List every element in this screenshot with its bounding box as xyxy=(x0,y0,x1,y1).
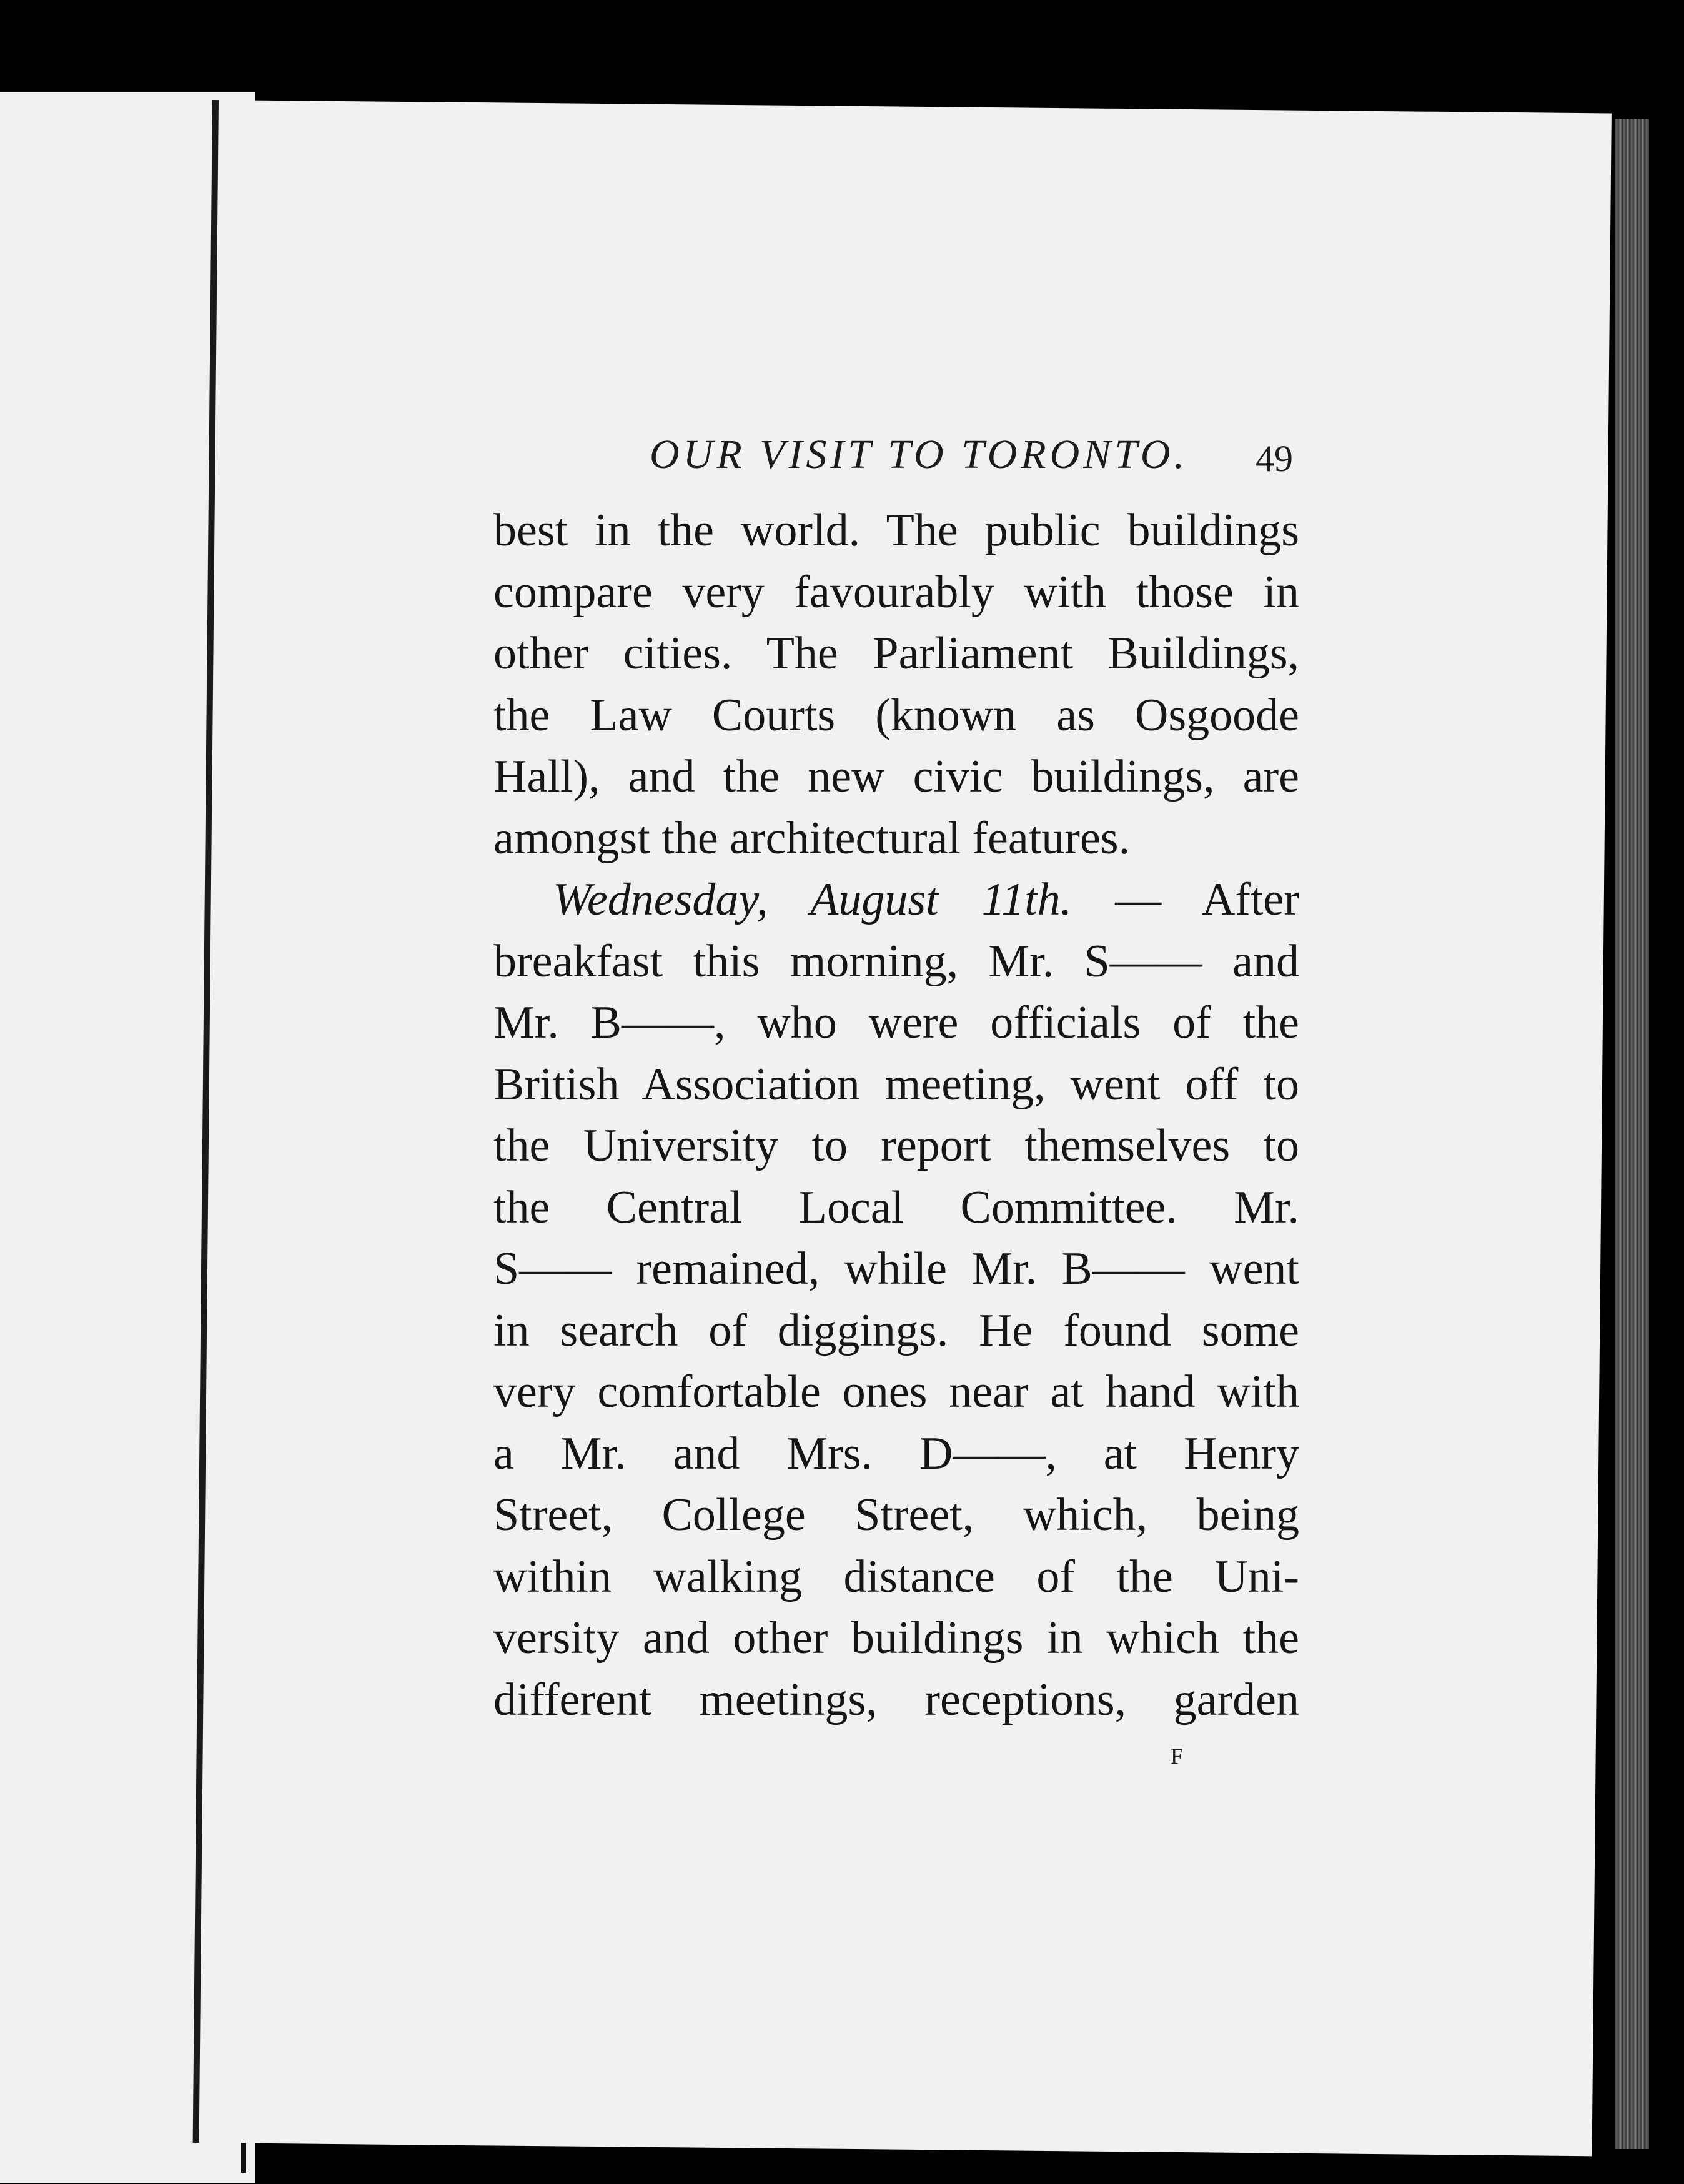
text-line: the University to report themselves to xyxy=(493,1120,1299,1171)
text-line: compare very favourably with those in xyxy=(493,566,1299,618)
body-text xyxy=(493,500,1299,1730)
text-line: different meetings, receptions, garden xyxy=(493,1674,1299,1725)
text-line: breakfast this morning, Mr. S—— and xyxy=(493,935,1299,987)
signature-mark: F xyxy=(1171,1744,1184,1769)
text-line: amongst the architectural features. xyxy=(493,812,1131,864)
book-page-edges xyxy=(1615,119,1649,2149)
text-line: British Association meeting, went off to xyxy=(493,1058,1299,1110)
date-heading: Wednesday, August 11th. xyxy=(553,874,1072,925)
page-number: 49 xyxy=(1256,438,1293,479)
text-line: a Mr. and Mrs. D——, at Henry xyxy=(493,1427,1299,1479)
text-line: versity and other buildings in which the xyxy=(493,1612,1299,1664)
text-line: S—— remained, while Mr. B—— went xyxy=(493,1243,1299,1294)
running-head: OUR VISIT TO TORONTO. xyxy=(650,432,1188,477)
text-line: best in the world. The public buildings xyxy=(493,505,1299,556)
text-line: Street, College Street, which, being xyxy=(493,1489,1299,1541)
text-line: other cities. The Parliament Buildings, xyxy=(493,628,1299,679)
text-line: Hall), and the new civic buildings, are xyxy=(493,751,1299,802)
text-line: Mr. B——, who were officials of the xyxy=(493,997,1299,1048)
text-line: in search of diggings. He found some xyxy=(493,1304,1299,1356)
text-line: the Central Local Committee. Mr. xyxy=(493,1181,1299,1233)
date-heading-line: Wednesday, August 11th. — After xyxy=(553,874,1299,925)
text-line: within walking distance of the Uni- xyxy=(493,1551,1299,1602)
text-line: the Law Courts (known as Osgoode xyxy=(493,689,1299,741)
text-line: very comfortable ones near at hand with xyxy=(493,1366,1299,1417)
